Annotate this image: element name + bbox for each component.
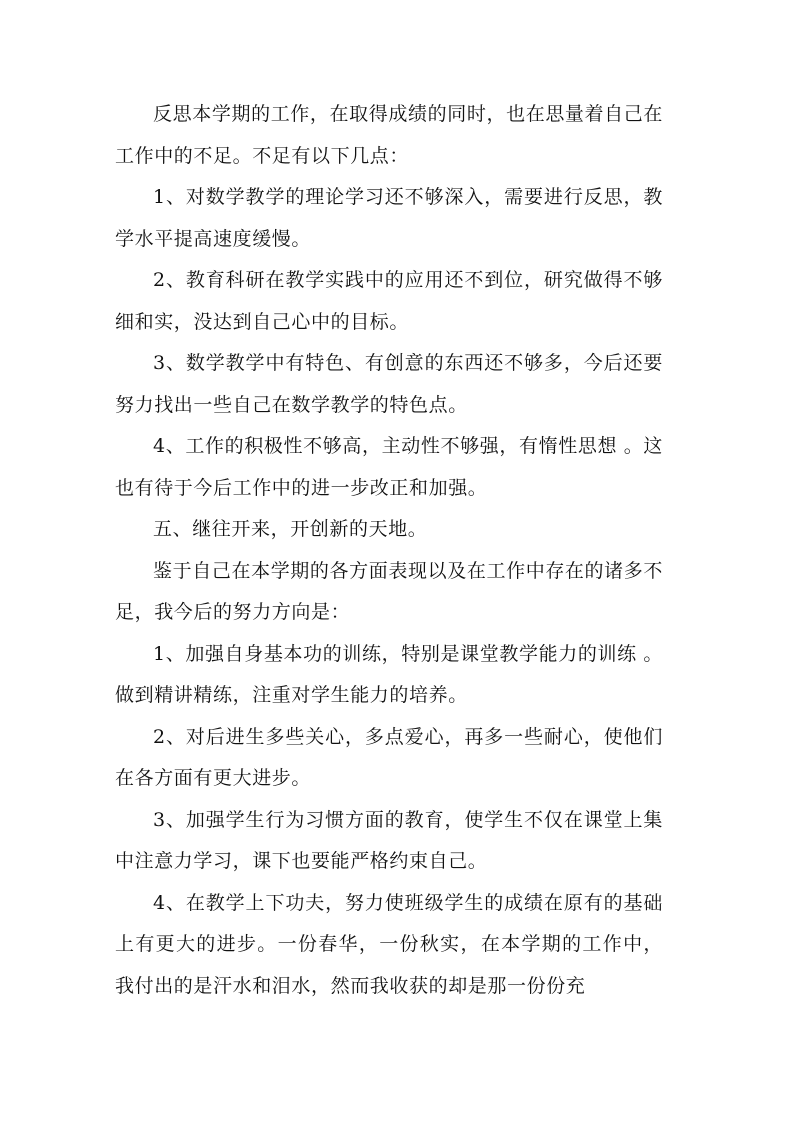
paragraph-shortcoming-2: 2、教育科研在教学实践中的应用还不到位，研究做得不够细和实，没达到自己心中的目标。 xyxy=(115,269,663,333)
paragraph-goal-1: 1、加强自身基本功的训练，特别是课堂教学能力的训练 。做到精讲精练，注重对学生能力的培养。 xyxy=(115,642,663,706)
paragraph-reflection-intro: 反思本学期的工作，在取得成绩的同时，也在思量着自己在工作中的不足。不足有以下几点： xyxy=(115,103,663,167)
paragraph-shortcoming-3: 3、数学教学中有特色、有创意的东西还不够多，今后还要努力找出一些自己在数学教学的特色点。 xyxy=(115,352,663,416)
paragraph-goal-2: 2、对后进生多些关心，多点爱心，再多一些耐心，使他们在各方面有更大进步。 xyxy=(115,725,663,789)
paragraph-future-intro: 鉴于自己在本学期的各方面表现以及在工作中存在的诸多不足，我今后的努力方向是： xyxy=(115,559,663,623)
document-body xyxy=(115,94,663,1007)
paragraph-goal-3: 3、加强学生行为习惯方面的教育，使学生不仅在课堂上集中注意力学习，课下也要能严格约束自己。 xyxy=(115,808,663,872)
paragraph-goal-4: 4、在教学上下功夫，努力使班级学生的成绩在原有的基础上有更大的进步。一份春华，一份秋实，在本学期的工作中，我付出的是汗水和泪水，然而我收获的却是那一份份充 xyxy=(115,891,663,997)
section-heading-five: 五、继往开来，开创新的天地。 xyxy=(153,518,428,540)
paragraph-shortcoming-1: 1、对数学教学的理论学习还不够深入，需要进行反思，教学水平提高速度缓慢。 xyxy=(115,186,663,250)
paragraph-shortcoming-4: 4、工作的积极性不够高，主动性不够强，有惰性思想 。这也有待于今后工作中的进一步改正和加强。 xyxy=(115,435,663,499)
